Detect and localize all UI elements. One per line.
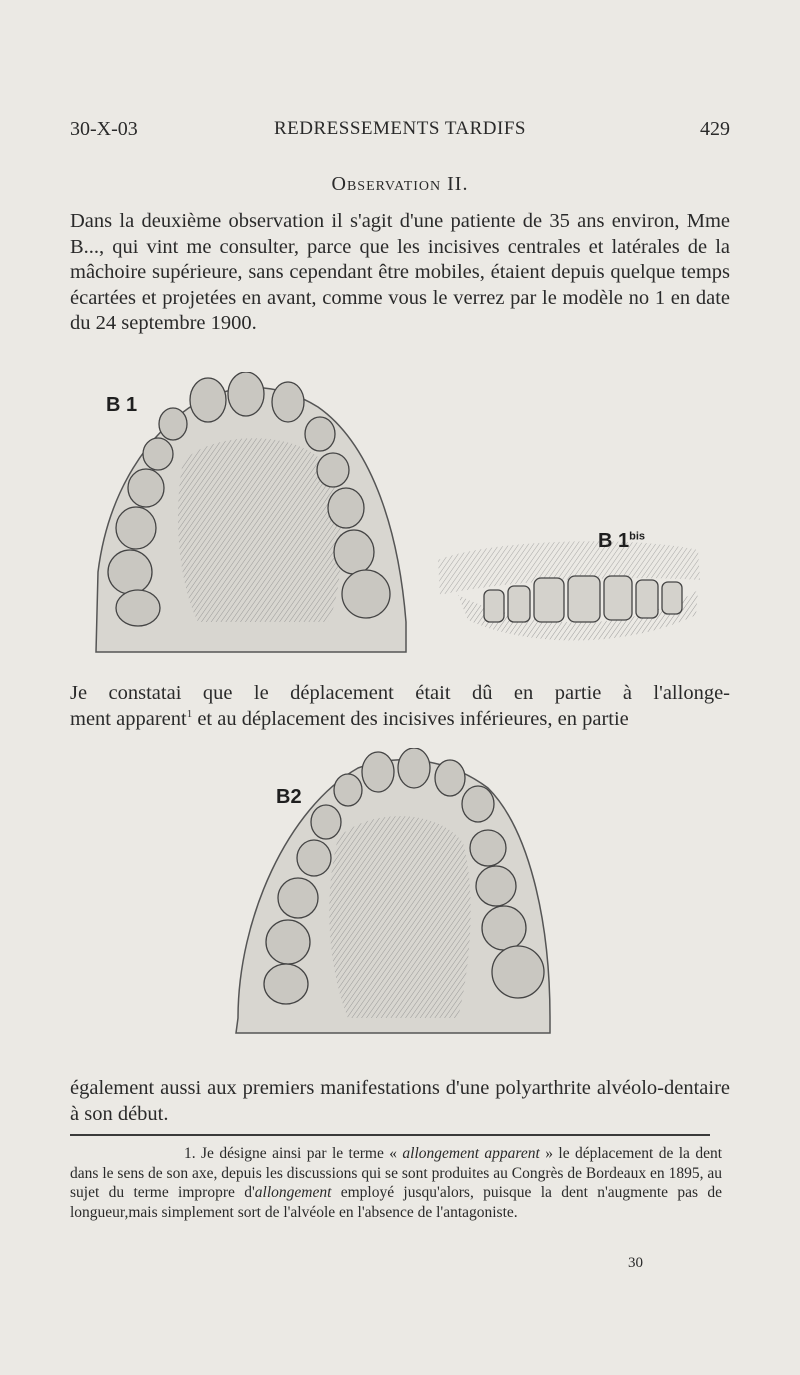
footnote (70, 1144, 722, 1222)
figure-b2 (228, 748, 558, 1038)
footnote-mid: » le déplacement de la dent dans le sens de son axe, depuis les discussions qui se sont produites au Congrès de Bordeaux en 1895, au sujet du terme impropre d' (70, 1145, 723, 1201)
observation-title: Observation II. (331, 173, 469, 195)
figure-b1-drawing (88, 372, 418, 662)
paragraph-2-line-2a: ment apparent (70, 707, 187, 730)
header-date: 30-X-03 (70, 118, 138, 140)
footnote-term-1: allongement apparent (402, 1145, 540, 1162)
header-title: REDRESSEMENTS TARDIFS (274, 118, 526, 139)
figure-b1 (88, 372, 418, 662)
figure-b1bis-drawing (428, 520, 708, 655)
footnote-ref: 1 (186, 707, 193, 720)
paragraph-3: également aussi aux premiers manifestations d'une polyarthrite alvéolo-dentaire à son début. (70, 1077, 730, 1125)
footnote-rule (70, 1134, 710, 1136)
page-number: 429 (700, 118, 730, 140)
signature-mark: 30 (628, 1255, 643, 1271)
paragraph-2 (70, 681, 730, 732)
figure-b1bis (428, 520, 708, 655)
footnote-lead: 1. Je désigne ainsi par le terme « (184, 1145, 403, 1162)
figure-b1bis-sup: bis (629, 530, 646, 543)
running-header (70, 118, 730, 148)
figure-b1-label: B 1 (106, 394, 138, 416)
paragraph-2-line-2b: et au déplacement des incisives inférieures, en partie (192, 707, 629, 730)
paragraph-1: Dans la deuxième observation il s'agit d'une patiente de 35 ans environ, Mme B..., qui vint me consulter, parce que les incisives centrales et latérales de la mâchoire supérieure, sans cependant être mobiles, étaient depuis quelque temps écartées et projetées en avant, comme vous le verrez par le modèle no 1 en date du 24 septembre 1900. (70, 210, 730, 334)
footnote-term-2: allongement (254, 1184, 332, 1201)
paragraph-2-line-1: Je constatai que le déplacement était dû en partie à l'allonge- (70, 682, 730, 704)
figure-b1bis-label: B $1^{bis}$ (598, 530, 646, 552)
figure-b2-label: B2 (276, 786, 302, 808)
footnote-tail: employé jusqu'alors, puisque la dent n'augmente pas de longueur,mais simplement sort de l'alvéole en l'absence de l'antagoniste. (70, 1184, 723, 1221)
